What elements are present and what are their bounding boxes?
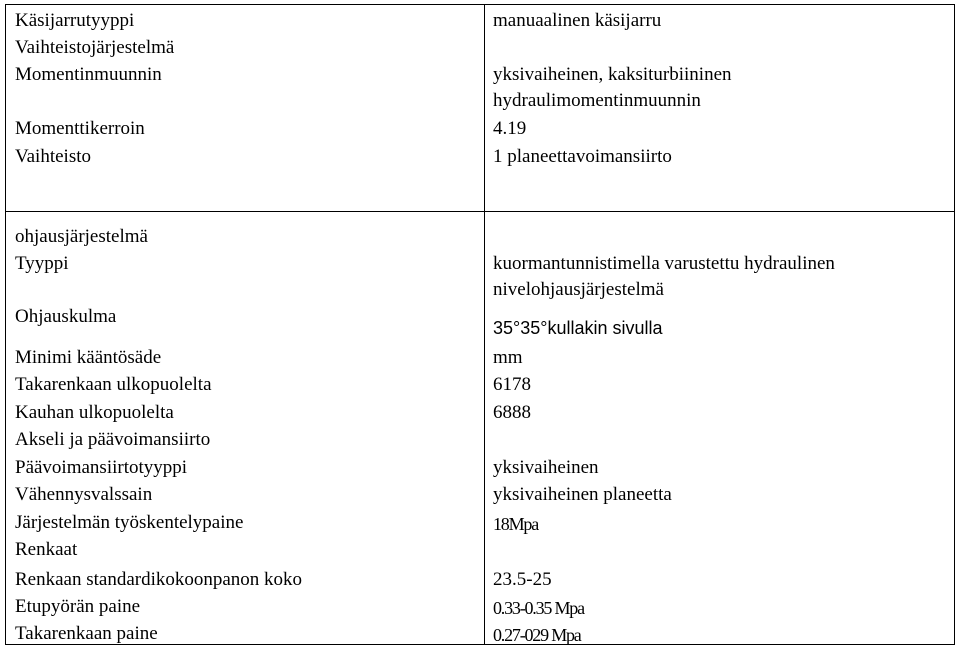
row-value-vahennysvalssain: yksivaiheinen planeetta bbox=[493, 484, 672, 505]
row-value-kasijarrutyyppi: manuaalinen käsijarru bbox=[493, 10, 662, 31]
row-label-takarenkaan-ulkopuolelta: Takarenkaan ulkopuolelta bbox=[15, 374, 212, 395]
row-label-tyyppi: Tyyppi bbox=[15, 253, 69, 274]
row-label-paavoimansiirtotyyppi: Päävoimansiirtotyyppi bbox=[15, 457, 188, 478]
row-value-takarenkaan-ulkopuolelta: 6178 bbox=[493, 374, 531, 395]
section-divider bbox=[6, 211, 954, 212]
row-label-momentinmuunnin: Momentinmuunnin bbox=[15, 64, 162, 85]
row-label-ohjausjarjestelma: ohjausjärjestelmä bbox=[15, 226, 148, 247]
row-value-renkaan-koko: 23.5-25 bbox=[493, 569, 552, 590]
row-label-tyoskentelypaine: Järjestelmän työskentelypaine bbox=[15, 512, 244, 533]
row-value-momentinmuunnin: yksivaiheinen, kaksiturbiininen bbox=[493, 64, 732, 85]
row-value-tyoskentelypaine: 18Mpa bbox=[493, 514, 538, 534]
row-value-tyyppi-line2: nivelohjausjärjestelmä bbox=[493, 279, 664, 300]
row-label-etupyoran-paine: Etupyörän paine bbox=[15, 596, 141, 617]
row-label-takarenkaan-paine: Takarenkaan paine bbox=[15, 623, 158, 644]
spec-table bbox=[5, 4, 955, 645]
row-label-vahennysvalssain: Vähennysvalssain bbox=[15, 484, 153, 505]
row-label-minimi-kaantosade: Minimi kääntösäde bbox=[15, 347, 162, 368]
row-label-kauhan-ulkopuolelta: Kauhan ulkopuolelta bbox=[15, 402, 174, 423]
row-value-takarenkaan-paine: 0.27-029 Mpa bbox=[493, 625, 581, 645]
row-label-akseli: Akseli ja päävoimansiirto bbox=[15, 429, 211, 450]
row-label-renkaat: Renkaat bbox=[15, 539, 78, 560]
row-value-minimi-kaantosade: mm bbox=[493, 347, 523, 368]
row-value-momentinmuunnin-line2: hydraulimomentinmuunnin bbox=[493, 90, 701, 111]
row-value-vaihteisto: 1 planeettavoimansiirto bbox=[493, 146, 672, 167]
row-label-ohjauskulma: Ohjauskulma bbox=[15, 306, 117, 327]
row-label-vaihteisto: Vaihteisto bbox=[15, 146, 91, 167]
row-value-etupyoran-paine: 0.33-0.35 Mpa bbox=[493, 598, 584, 618]
row-value-momenttikerroin: 4.19 bbox=[493, 118, 527, 139]
row-value-kauhan-ulkopuolelta: 6888 bbox=[493, 402, 531, 423]
row-label-momenttikerroin: Momenttikerroin bbox=[15, 118, 145, 139]
row-label-renkaan-koko: Renkaan standardikokoonpanon koko bbox=[15, 569, 303, 590]
column-divider bbox=[484, 5, 485, 644]
row-value-paavoimansiirtotyyppi: yksivaiheinen bbox=[493, 457, 599, 478]
row-label-kasijarrutyyppi: Käsijarrutyyppi bbox=[15, 10, 135, 31]
row-value-ohjauskulma: 35°35°kullakin sivulla bbox=[493, 318, 663, 338]
row-value-tyyppi: kuormantunnistimella varustettu hydraulinen bbox=[493, 253, 835, 274]
row-label-vaihteistojarjestelma: Vaihteistojärjestelmä bbox=[15, 37, 175, 58]
